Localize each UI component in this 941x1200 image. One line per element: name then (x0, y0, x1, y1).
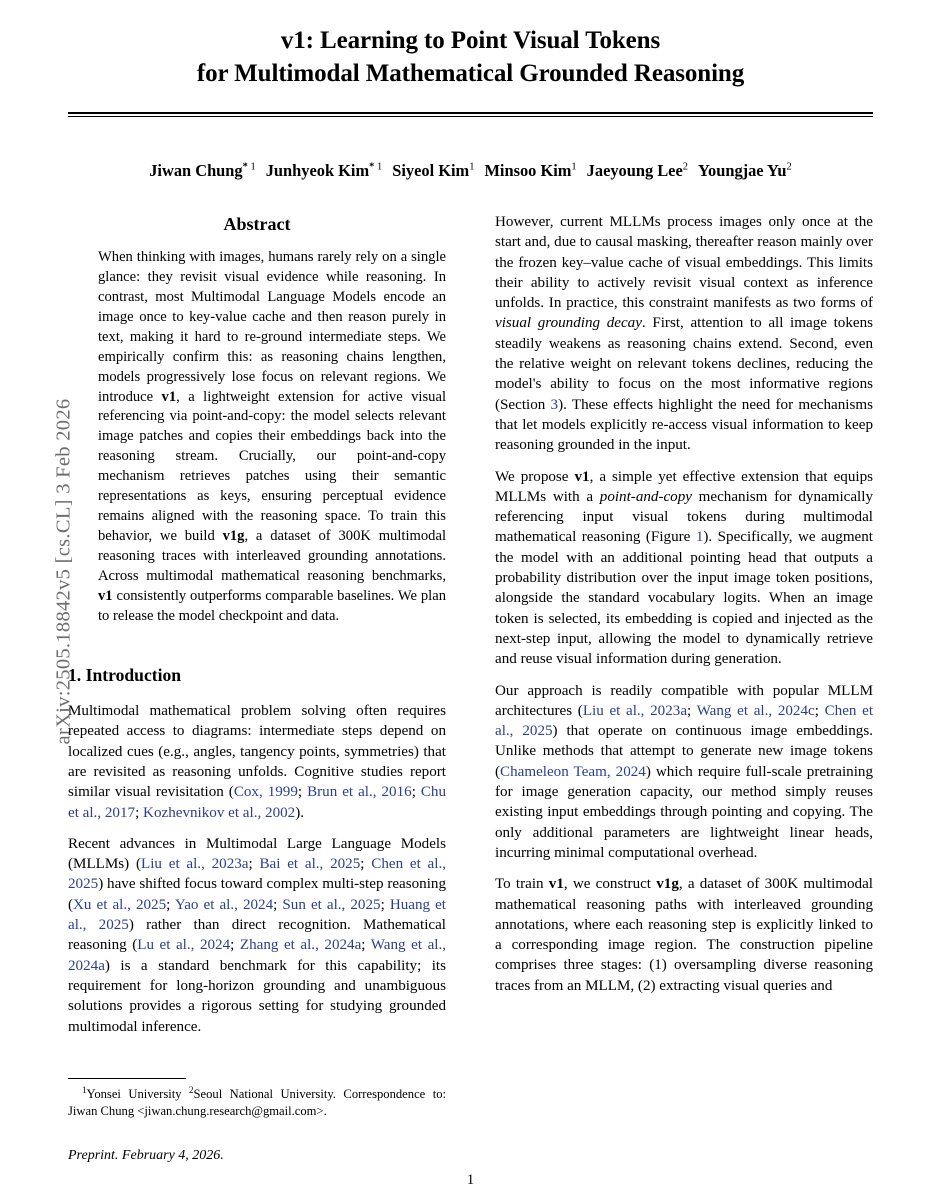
emphasis: point-and-copy (599, 488, 692, 505)
citation-link[interactable]: Chameleon Team, 2024 (500, 763, 646, 780)
intro-paragraph: Our approach is readily compatible with popular MLLM architectures (Liu et al., 2023a; Wang et al., 2024c; Chen et al., 2025) that operate on continuous image embeddings. Unlike methods that attempt to generate new image tokens (Chameleon Team, 2024) which require full-scale pretraining for image generation capacity, our method simply reuses existing input embeddings through pointing and copying. The only additional parameters are lightweight linear heads, incurring minimal computational overhead. (495, 682, 874, 861)
citation-link[interactable]: Liu et al., 2023a (582, 702, 688, 719)
model-name: v1g (222, 527, 245, 544)
model-name: v1 (161, 388, 177, 405)
model-name: v1g (656, 876, 679, 893)
citation-link[interactable]: Kozhevnikov et al., 2002 (143, 804, 296, 821)
citation-link[interactable]: Huang et al., 2025 (68, 896, 446, 934)
intro-paragraph: However, current MLLMs process images only once at the start and, due to causal masking, thereafter reason mainly over the frozen key–value cache of visual embeddings. This limits their ability to actively revisit visual context as inference unfolds. In practice, this constraint manifests as two forms of visual grounding decay. First, attention to all image tokens steadily weakens as reasoning chains extend. Second, even the relative weight on relevant tokens declines, reducing the model's ability to focus on the most informative regions (Section 3). These effects highlight the need for mechanisms that let models explicitly re-access visual information to keep reasoning grounded in the input. (495, 214, 873, 454)
left-column (68, 212, 446, 1048)
affiliation-marker: 1 (374, 161, 383, 173)
author-name: Junhyeok Kim (265, 161, 370, 180)
citation-link[interactable]: Xu et al., 2025 (73, 896, 167, 913)
page-number: 1 (466, 1172, 475, 1188)
equal-contribution-marker: * (369, 161, 375, 173)
citation-link[interactable]: 3 (550, 396, 559, 413)
author-name: Minsoo Kim (484, 161, 572, 180)
right-column (495, 212, 873, 1007)
intro-left-paragraphs (68, 701, 446, 1037)
arxiv-stamp: arXiv:2505.18842v5 [cs.CL] 3 Feb 2026 (52, 398, 75, 745)
footnote-block (68, 1078, 446, 1120)
emphasis: visual grounding decay (495, 315, 642, 332)
author-name: Siyeol Kim (392, 161, 470, 180)
author-3 (392, 161, 474, 180)
citation-link[interactable]: Brun et al., 2016 (307, 784, 412, 801)
citation-link[interactable]: Wang et al., 2024c (696, 702, 815, 719)
footnote-indent (68, 1087, 82, 1101)
model-name: v1 (98, 587, 113, 604)
two-column-body (68, 212, 873, 1162)
title-divider (68, 112, 873, 117)
page-title (68, 25, 873, 90)
citation-link[interactable]: Wang et al., 2024a (68, 937, 447, 974)
affiliation-marker: 1 (571, 161, 577, 173)
intro-right-paragraphs (495, 212, 873, 996)
abstract-paragraph: When thinking with images, humans rarely rely on a single glance: they revisit visual evidence while reasoning. In contrast, most Multimodal Language Models encode an image once to key-value cache and then reason purely in text, making it hard to re-ground intermediate steps. We empirically confirm this: as reasoning chains lengthen, models progressively lose focus on relevant regions. We introduce v1, a lightweight extension for active visual referencing via point-and-copy: the model selects relevant image patches and copies their embeddings back into the reasoning stream. Crucially, our point-and-copy mechanism retrieves patches using their semantic representations as keys, ensuring perceptual evidence remains aligned with the reasoning space. To train this behavior, we build v1g, a dataset of 300K multimodal reasoning traces with interleaved grounding annotations. Across multimodal mathematical reasoning benchmarks, v1 consistently outperforms comparable baselines. We plan to release the model checkpoint and data. (98, 249, 446, 624)
author-list (68, 161, 873, 181)
citation-link[interactable]: Yao et al., 2024 (174, 896, 274, 913)
citation-link[interactable]: Liu et al., 2023a (141, 856, 249, 873)
footnote-marker: 2 (189, 1085, 194, 1095)
section-heading-introduction: 1. Introduction (68, 665, 182, 686)
affiliation-marker: 2 (786, 161, 792, 173)
citation-link[interactable]: Sun et al., 2025 (282, 896, 381, 913)
intro-paragraph: Recent advances in Multimodal Large Language Models (MLLMs) (Liu et al., 2023a; Bai et al., 2025; Chen et al., 2025) have shifted focus toward complex multi-step reasoning (Xu et al., 2025; Yao et al., 2024; Sun et al., 2025; Huang et al., 2025) rather than direct recognition. Mathematical reasoning (Lu et al., 2024; Zhang et al., 2024a; Wang et al., 2024a) is a standard benchmark for this capability; its requirement for long-horizon grounding and unambiguous solutions provides a rigorous setting for studying grounded multimodal inference. (68, 835, 447, 1035)
model-name: v1 (574, 468, 590, 485)
author-2 (266, 161, 383, 180)
author-name: Youngjae Yu (698, 161, 787, 180)
intro-paragraph: We propose v1, a simple yet effective extension that equips MLLMs with a point-and-copy mechanism for dynamically referencing input visual tokens during multimodal mathematical reasoning (Figure 1). Specifically, we augment the model with an additional pointing head that outputs a probability distribution over the input image token positions, alongside the standard vocabulary logits. When an image token is selected, its embedding is copied and injected as the next-step input, allowing the model to dynamically retrieve and reuse visual information during generation. (495, 468, 874, 668)
title-line-2: for Multimodal Mathematical Grounded Reasoning (196, 59, 745, 87)
footnote-rule (68, 1078, 186, 1079)
author-name: Jiwan Chung (149, 161, 243, 180)
author-4 (484, 161, 576, 180)
abstract-heading: Abstract (223, 214, 291, 234)
author-6 (698, 161, 792, 180)
citation-link[interactable]: Chen et al., 2025 (495, 702, 874, 740)
intro-paragraph: Multimodal mathematical problem solving often requires repeated access to diagrams: intermediate steps depend on localized cues (e.g., angles, tangency points, symmetries) that are revisited as reasoning unfolds. Cognitive studies report similar visual revisitation (Cox, 1999; Brun et al., 2016; Chu et al., 2017; Kozhevnikov et al., 2002). (68, 703, 447, 821)
citation-link[interactable]: Cox, 1999 (233, 784, 298, 801)
citation-link[interactable]: Lu et al., 2024 (137, 937, 231, 954)
paper-page (68, 0, 873, 1200)
citation-link[interactable]: Zhang et al., 2024a (239, 937, 362, 954)
author-name: Jaeyoung Lee (586, 161, 683, 180)
citation-link[interactable]: Chu et al., 2017 (68, 784, 447, 821)
abstract-body (98, 248, 446, 626)
affiliation-marker: 2 (682, 161, 688, 173)
equal-contribution-marker: * (242, 161, 248, 173)
footnote-marker: 1 (82, 1085, 87, 1095)
affiliation-marker: 1 (469, 161, 475, 173)
citation-link[interactable]: 1 (695, 529, 704, 546)
author-1 (149, 161, 256, 180)
footnote-text: $^1$Yonsei University $^2$Seoul National University. Correspondence to: Jiwan Chung <jiwan.chung.research@gmail.com>. (68, 1085, 446, 1118)
intro-paragraph: To train v1, we construct v1g, a dataset of 300K multimodal mathematical reasoning paths with interleaved grounding annotations, where each reasoning step is explicitly linked to a corresponding image region. The construction pipeline comprises three stages: (1) oversampling diverse reasoning traces from an MLLM, (2) extracting visual queries and (495, 876, 873, 994)
citation-link[interactable]: Chen et al., 2025 (68, 856, 446, 893)
citation-link[interactable]: Bai et al., 2025 (259, 856, 361, 873)
title-line-1: v1: Learning to Point Visual Tokens (280, 27, 661, 54)
author-5 (587, 161, 688, 180)
model-name: v1 (548, 876, 564, 893)
preprint-notice: Preprint. February 4, 2026. (68, 1148, 224, 1163)
affiliation-marker: 1 (247, 161, 256, 173)
